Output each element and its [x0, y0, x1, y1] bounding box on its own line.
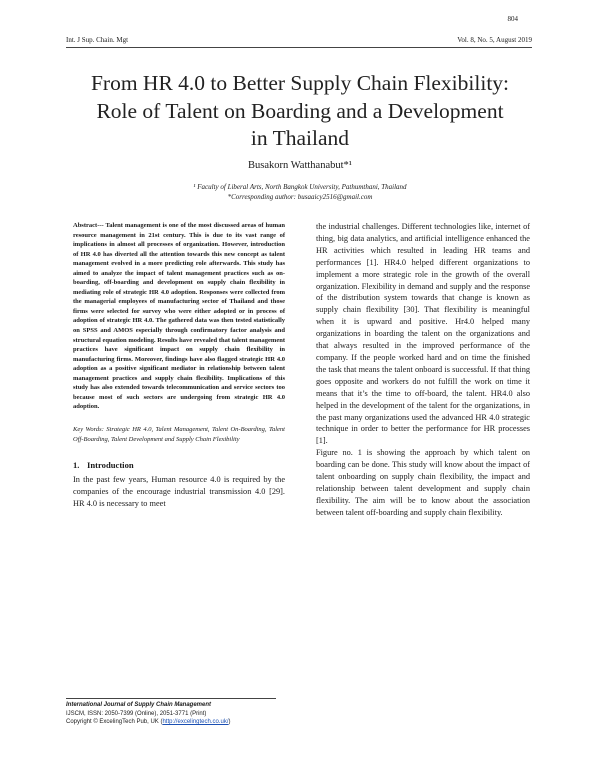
page-number: 804 — [507, 15, 518, 23]
section-title: Introduction — [87, 460, 134, 471]
section-number: 1. — [73, 460, 80, 471]
abstract: Abstract--- Talent management is one of the most discussed areas of human resource management in 21st century. This is due to its vast range of implications in almost all processes of organization. However, introduction of HR 4.0 has diverted all the attention towards this new concept as talent management evolved in a more predicting role afterwards. This study has aimed to analyze the impact of talent management practices such as on-boarding, off-boarding and development on supply chain flexibility in mediating role of strategic HR 4.0 adoption. Responses were collected from the managerial employees of manufacturing sector of Thailand and those firms were selected for survey who were either adopted or in process of adoption of strategic HR 4.0. The gathered data was then tested statistically on SPSS and AMOS especially through confirmatory factor analysis and structural equation modeling. Results have revealed that talent management practices have significant impact on supply chain flexibility in manufacturing firms. Moreover, findings have also flagged strategic HR 4.0 adoption as a positive significant mediator in relationship between talent management practices and supply chain flexibility. Implications of this study has also extended towards telecommunication and service sectors too because most of such sectors are undergoing from strategic HR 4.0 adoption. — [73, 222, 285, 411]
paper-title — [40, 70, 560, 153]
author-name: Busakorn Watthanabut*¹ — [248, 160, 352, 171]
journal-abbrev: Int. J Sup. Chain. Mgt — [66, 36, 129, 44]
title-line: in Thailand — [250, 126, 350, 150]
footer-divider — [66, 698, 276, 699]
publisher-link[interactable]: http://excelingtech.co.uk/ — [162, 719, 229, 726]
copyright-suffix: ) — [228, 719, 231, 726]
running-header — [66, 36, 532, 44]
section-heading — [73, 460, 285, 470]
left-column — [73, 221, 285, 510]
volume-info: Vol. 8, No. 5, August 2019 — [457, 36, 532, 44]
body-paragraph: the industrial challenges. Different technologies like, internet of thing, big data analytics, and artificial intelligence enhanced the HR activities which resulted in leading HR teams and performances [1]. HR4.0 helped different organizations to implement a more strategic role in the growth of the overall organization. Flexibility in demand and supply and the response of the distribution system towards that change is known as supply chain flexibility [30]. That flexibility is meaningful when it is upward and positive. Hr4.0 helped many organizations in boarding the talent on the organizations and that always resulted in the improved performance of the company. If the people worked hard and on time the finished the task that means the talent onboard is successful. If that thing goes opposite and workers do not fulfill the work on time it means that it’s the time to off-board, the talent. HR4.0 also helped in the development of the talent for the organizations, in the past many organizations used the advanced HR 4.0 strategic technique in order to better the performance for HR processes [1]. — [316, 222, 530, 446]
affiliation-block — [0, 182, 600, 202]
page-footer — [66, 701, 231, 727]
right-column — [316, 221, 530, 519]
footer-journal: International Journal of Supply Chain Management — [66, 702, 212, 708]
corresponding-author: *Corresponding author: busaaicy2516@gmail.com — [227, 193, 373, 201]
header-divider — [66, 47, 532, 48]
title-line: From HR 4.0 to Better Supply Chain Flexibility: — [90, 71, 510, 95]
intro-paragraph: In the past few years, Human resource 4.0 is required by the companies of the encourage industrial transmission 4.0 [29]. HR 4.0 is necessary to meet — [73, 475, 285, 508]
title-line: Role of Talent on Boarding and a Development — [96, 98, 504, 123]
keywords: Key Words: Strategic HR 4.0, Talent Management, Talent On-Boarding, Talent Off-Boarding, Talent Development and Supply Chain Flexibility — [73, 425, 285, 443]
footer-copyright — [66, 718, 231, 727]
footer-issn: IJSCM, ISSN: 2050-7399 (Online), 2051-3771 (Print) — [66, 710, 207, 717]
copyright-prefix: Copyright © ExcelingTech Pub, UK ( — [66, 719, 163, 726]
body-paragraph: Figure no. 1 is showing the approach by which talent on boarding can be done. This study will know about the impact of talent onboarding on supply chain flexibility, the impact and relationship between talent development and supply chain flexibility. The aim will be to know about the association between talent off-boarding and supply chain flexibility. — [316, 448, 530, 517]
affiliation: ¹ Faculty of Liberal Arts, North Bangkok University, Pathumthani, Thailand — [193, 183, 407, 191]
